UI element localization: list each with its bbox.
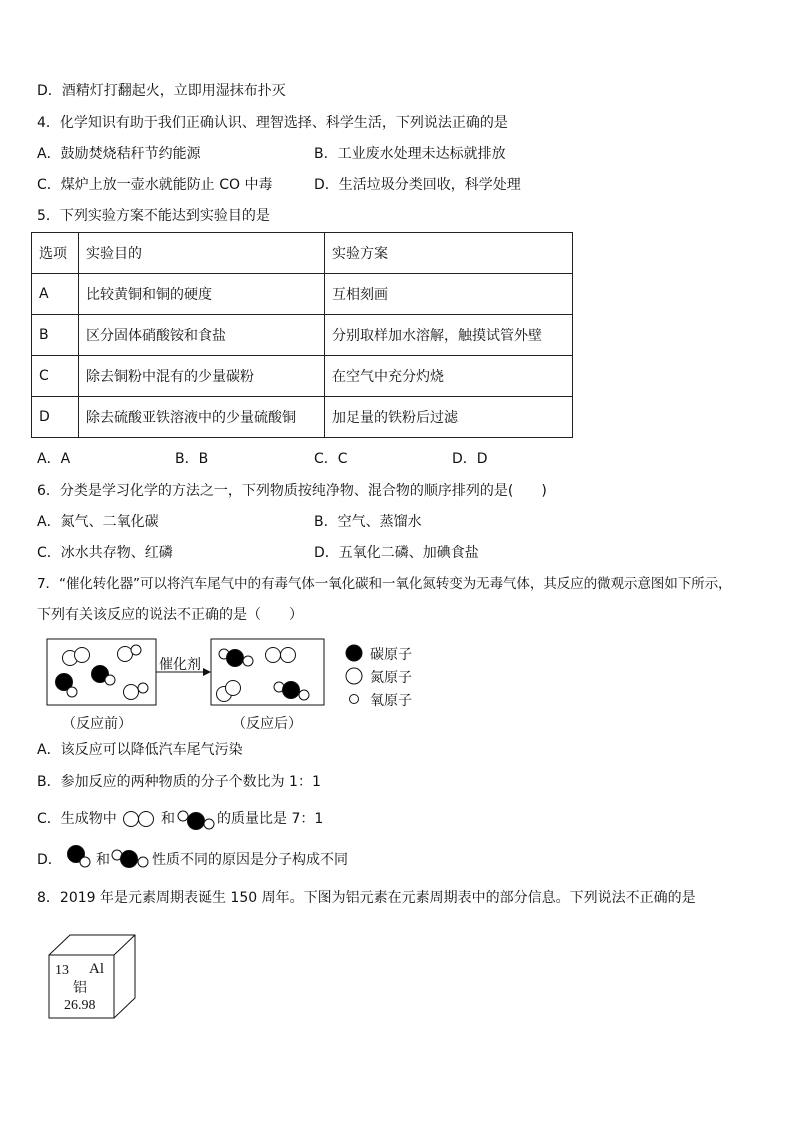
table-cell: 除去硫酸亚铁溶液中的少量硫酸铜	[79, 397, 325, 438]
catalyst-label: 催化剂	[159, 657, 201, 673]
nitrogen-atom-icon	[346, 668, 362, 684]
q4-option-d: D．生活垃圾分类回收，科学处理	[314, 177, 521, 193]
table-cell: A	[32, 274, 79, 315]
table-cell: D	[32, 397, 79, 438]
products-label: （反应后）	[232, 716, 302, 732]
q4-option-a: A．鼓励焚烧秸秆节约能源	[37, 146, 201, 162]
oxygen-atom-icon	[350, 695, 359, 704]
q7-option-d-suffix: 性质不同的原因是分子构成不同	[152, 852, 348, 868]
q6-option-c: C．冰水共存物、红磷	[37, 545, 173, 561]
legend-nitrogen-label: 氮原子	[370, 670, 412, 686]
q5-option-b: B．B	[175, 451, 209, 467]
table-cell: 在空气中充分灼烧	[325, 356, 573, 397]
q6-option-d: D．五氧化二磷、加碘食盐	[314, 545, 479, 561]
table-cell: 分别取样加水溶解，触摸试管外壁	[325, 315, 573, 356]
element-name: 铝	[73, 980, 87, 996]
q7-stem-line2: 下列有关该反应的说法不正确的是（ ）	[37, 607, 303, 623]
table-cell: 互相刻画	[325, 274, 573, 315]
q4-option-c: C．煤炉上放一壶水就能防止 CO 中毒	[37, 177, 273, 193]
q6-stem: 6．分类是学习化学的方法之一，下列物质按纯净物、混合物的顺序排列的是( )	[37, 483, 547, 499]
carbon-atom-icon	[346, 645, 362, 661]
table-header-cell: 实验方案	[325, 233, 573, 274]
table-cell: 比较黄铜和铜的硬度	[79, 274, 325, 315]
table-cell: 加足量的铁粉后过滤	[325, 397, 573, 438]
table-cell: C	[32, 356, 79, 397]
n2-molecule-icon	[124, 812, 139, 827]
legend-carbon-label: 碳原子	[370, 647, 412, 663]
table-header-cell: 选项	[32, 233, 79, 274]
atomic-mass: 26.98	[64, 998, 96, 1013]
table-cell: B	[32, 315, 79, 356]
q3-option-d: D．酒精灯打翻起火，立即用湿抹布扑灭	[37, 83, 286, 99]
q7-option-d-and: 和	[96, 852, 110, 868]
legend-oxygen-label: 氧原子	[370, 693, 412, 709]
q5-stem: 5．下列实验方案不能达到实验目的是	[37, 208, 270, 224]
q5-option-d: D．D	[452, 451, 488, 467]
q7-stem-line1: 7．“催化转化器”可以将汽车尾气中的有毒气体一氧化碳和一氧化氮转变为无毒气体，其反应的微观示意图如下所示，	[37, 576, 732, 592]
atomic-number: 13	[55, 963, 69, 978]
q7-option-c-prefix: C．生成物中	[37, 811, 117, 827]
q4-stem: 4．化学知识有助于我们正确认识、理智选择、科学生活，下列说法正确的是	[37, 115, 508, 131]
q5-option-a: A．A	[37, 451, 71, 467]
q6-option-a: A．氮气、二氧化碳	[37, 514, 159, 530]
q7-option-b: B．参加反应的两种物质的分子个数比为 1：1	[37, 774, 321, 790]
q7-option-d-prefix: D．	[37, 852, 62, 868]
q6-option-b: B．空气、蒸馏水	[314, 514, 422, 530]
table-cell: 除去铜粉中混有的少量碳粉	[79, 356, 325, 397]
table-cell: 区分固体硝酸铵和食盐	[79, 315, 325, 356]
q7-option-c-suffix: 的质量比是 7：1	[217, 811, 324, 827]
co2-molecule-icon	[178, 811, 188, 821]
q8-stem: 8．2019 年是元素周期表诞生 150 周年。下图为铝元素在元素周期表中的部分信息。下列说法不正确的是	[37, 890, 696, 906]
q7-option-c-and: 和	[161, 811, 175, 827]
element-symbol: Al	[89, 961, 104, 977]
reactants-label: （反应前）	[62, 716, 132, 732]
q7-option-a: A．该反应可以降低汽车尾气污染	[37, 742, 243, 758]
q5-option-c: C．C	[314, 451, 348, 467]
table-header-cell: 实验目的	[79, 233, 325, 274]
q4-option-b: B．工业废水处理未达标就排放	[314, 146, 506, 162]
